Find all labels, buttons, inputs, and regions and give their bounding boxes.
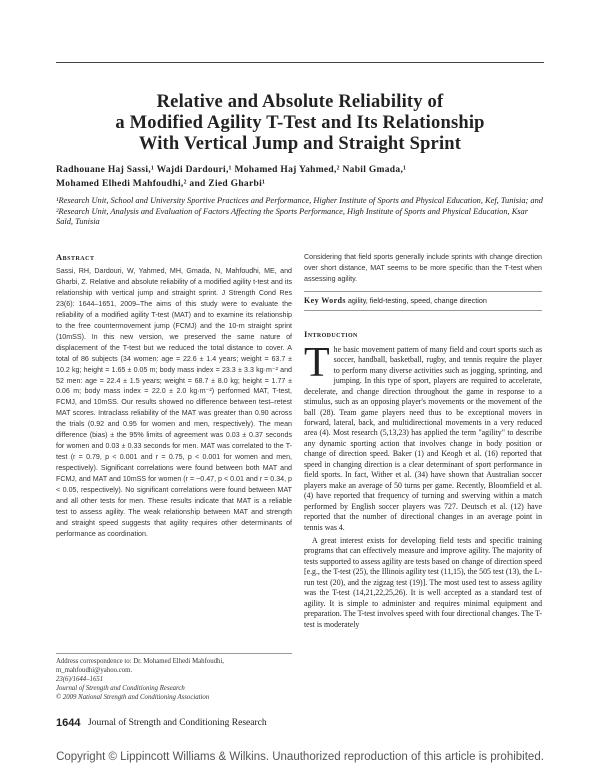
left-column	[56, 252, 292, 540]
article-title	[40, 92, 560, 155]
copyright-footnote: © 2009 National Strength and Conditioning Association	[56, 694, 210, 701]
abstract-body: Sassi, RH, Dardouri, W, Yahmed, MH, Gmada, N, Mahfoudhi, ME, and Gharbi, Z. Relative and absolute reliability of a modified agility t-test and its relationship with vertical jump and straight sprint. J Strength Cond Res 23(6): 1644–1651, 2009–The aims of this study were to evaluate the reliability of a modified agility T-test (MAT) and to examine its relationship to the free countermovement jump (FCMJ) and the 10-m straight sprint (10mSS). In this new version, we preserved the same nature of displacement of the T-test but we reduced the total distance to cover. A total of 86 subjects (34 women: age = 22.6 ± 1.4 years; weight = 63.7 ± 10.2 kg; height = 1.65 ± 0.05 m; body mass index = 23.3 ± 3.3 kg·m⁻² and 52 men: age = 22.4 ± 1.5 years; weight = 68.7 ± 8.0 kg; height = 1.77 ± 0.06 m; body mass index = 22.0 ± 2.0 kg·m⁻²) performed MAT, T-test, FCMJ, and 10mSS. Our results showed no difference between test–retest MAT scores. Intraclass reliability of the MAT was greater than 0.90 across the trials (0.92 and 0.95 for women and men, respectively). The mean difference (bias) ± the 95% limits of agreement was 0.03 ± 0.37 seconds for women and 0.03 ± 0.33 seconds for men. MAT was correlated to the T-test (r = 0.79, p < 0.001 and r = 0.75, p < 0.001 for women and men, respectively). Significant correlations were found between both MAT and FCMJ, and MAT and 10mSS for women (r = −0.47, p < 0.01 and r = 0.34, p < 0.05, respectively). No significant correlations were found between MAT and all other tests for men. These results indicate that MAT is a reliable test to assess agility. The weak relationship between MAT and strength and straight speed suggests that agility requires other determinants of performance as coordination.	[56, 267, 292, 538]
copyright-notice: Copyright © Lippincott Williams & Wilkins. Unauthorized reproduction of this article is prohibited.	[56, 751, 544, 763]
introduction-paragraph-2: A great interest exists for developing field tests and specific training programs that can effectively measure and improve agility. The majority of tests supported to assess agility are tests based on change of direction speed [e.g., the T-test (25), the Illinois agility test (11,15), the 505 test (13), the L-run test (20), and the zigzag test (19)]. The most used test to assess agility was the T-test (14,21,22,25,26). It is well accepted as a standard test of agility. It is simple to administer and requires minimal equipment and preparation. The T-test involves speed with four directional changes. The T-test is moderately	[304, 536, 542, 629]
abstract-continued: Considering that field sports generally include sprints with change direction over short distance, MAT seems to be more specific than the T-test when assessing agility.	[304, 253, 542, 283]
journal-title-footnote: Journal of Strength and Conditioning Research	[56, 685, 185, 692]
introduction-heading: Introduction	[304, 328, 358, 339]
right-column	[304, 252, 542, 630]
top-rule	[56, 62, 544, 63]
correspondence: Address correspondence to: Dr. Mohamed Elhedi Mahfoudhi, m_mahfoudhi@yahoo.com.	[56, 658, 224, 674]
title-line-1: Relative and Absolute Reliability of	[156, 92, 444, 112]
introduction-paragraph-1	[304, 339, 542, 533]
volume-pages: 23(6)/1644–1651	[56, 676, 104, 683]
affiliations: ¹Research Unit, School and University Sportive Practices and Performance, Higher Institute of Sports and Physical Education, Kef, Tunisia; and ²Research Unit, Analysis and Evaluation of Factors Affecting the Sports Performance, High Institute of Sports and Physical Education, Ksar Saïd, Tunisia	[56, 196, 543, 226]
abstract-heading: Abstract	[56, 252, 95, 262]
authors-line-2: Mohamed Elhedi Mahfoudhi,² and Zied Gharbi¹	[56, 179, 266, 189]
author-list	[56, 163, 556, 191]
footnote	[56, 657, 292, 702]
keywords-text: agility, field-testing, speed, change direction	[347, 295, 487, 305]
journal-name: Journal of Strength and Conditioning Research	[88, 718, 267, 728]
page-number: 1644	[56, 717, 81, 729]
intro-para1-text: he basic movement pattern of many field and court sports such as soccer, handball, basketball, rugby, and tennis require the player to perform many diverse activities such as jogging, sprinting, and jumping. In this type of sport, players are required to accelerate, decelerate, and change direction throughout the game in response to a stimulus, such as an opposing player's movements or the movement of the ball (28). Team game players need thus to be exceptional movers in forward, lateral, back, and multidirectional movements in a very reduced area (4). Most research (5,13,23) has applied the term "agility" to describe any dynamic sporting action that involves change in body position or change of direction speed. Baker (1) and Keogh et al. (16) reported that speed in changing direction is a clear determinant of sport performance in field sports. In fact, Wither et al. (34) have shown that Australian soccer players make an average of 50 turns per game. Recently, Bloomfield et al. (4) have reported that frequency of turning and swerving within a match performed by English soccer players was 727. Deutsch et al. (12) have reported that the number of directional changes in an average point in tennis was 4.	[304, 344, 542, 532]
drop-cap: T	[304, 339, 330, 386]
title-line-3: With Vertical Jump and Straight Sprint	[138, 134, 462, 154]
keywords-box	[304, 291, 542, 311]
footnote-rule	[56, 653, 292, 654]
title-line-2: a Modified Agility T-Test and Its Relationship	[115, 113, 485, 133]
keywords-label: Key Words	[304, 295, 346, 305]
authors-line-1: Radhouane Haj Sassi,¹ Wajdi Dardouri,¹ Mohamed Haj Yahmed,² Nabil Gmada,¹	[56, 165, 407, 175]
